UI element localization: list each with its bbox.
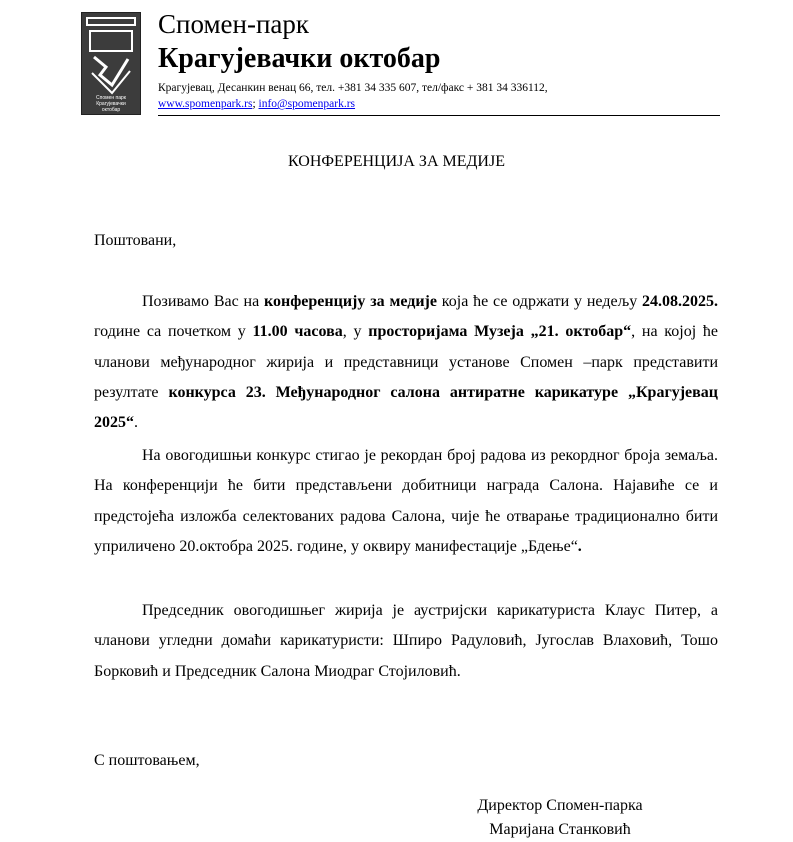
p1-bold-date: 24.08.2025. <box>642 293 719 310</box>
p1-text-5: , на којој ће чланови међународног жирија и представници установе Спомен –парк представити резултате <box>94 323 719 401</box>
link-separator: ; <box>252 98 256 110</box>
organization-logo <box>81 12 141 115</box>
p1-text-1: Позивамо Вас на <box>142 293 264 310</box>
signature-block <box>440 794 680 842</box>
paragraph-contest-info <box>94 441 718 562</box>
paragraph-jury: Председник овогодишњег жирија је аустријски карикатуриста Клаус Питер, а чланови угледни домаћи карикатуристи: Шпиро Радуловић, Југослав Влаховић, Тошо Борковић и Председник Салона Миодраг Стојиловић. <box>94 602 718 680</box>
p1-bold-contest: конкурса 23. Међународног салона антиратне карикатуре „Крагујевац 2025“ <box>94 383 719 432</box>
organization-name-line2: Крагујевачки октобар <box>158 43 441 74</box>
header-divider <box>158 115 720 116</box>
logo-text-3: октобар <box>101 107 121 113</box>
logo-text-1: Спомен парк <box>96 95 126 101</box>
p1-bold-conference: конференцију за медије <box>264 293 437 310</box>
p1-text-3: године са почетком у <box>94 323 253 341</box>
logo-emblem-icon <box>86 17 136 93</box>
p2-text: На овогодишњи конкурс стигао је рекордан број радова из рекордног броја земаља. На конференцији ће бити представљени добитници награда Салона. Најавиће се и предстојећа изложба селектованих радова Салона, чије ће отварање традиционално бити уприличено 20.октобра 2025. године, у оквиру манифестације „Бдење“ <box>94 447 718 555</box>
organization-name-line1: Спомен-парк <box>158 9 310 39</box>
closing-salutation: С поштовањем, <box>94 752 200 769</box>
organization-address: Крагујевац, Десанкин венац 66, тел. +381 34 335 607, тел/факс + 381 34 336112, <box>158 82 548 94</box>
contact-links <box>158 97 355 112</box>
document-heading: КОНФЕРЕНЦИЈА ЗА МЕДИЈЕ <box>288 153 505 170</box>
p1-bold-time: 11.00 часова <box>252 323 343 341</box>
p1-text-4: , у <box>342 323 369 341</box>
logo-text-2: Крагујевачки <box>96 101 126 107</box>
signature-name: Маријана Станковић <box>489 821 631 838</box>
email-link[interactable]: info@spomenpark.rs <box>258 98 356 110</box>
p1-bold-venue: просторијама Музеја „21. октобар“ <box>368 323 632 341</box>
p2-bold-period: . <box>577 537 582 555</box>
signature-title: Директор Спомен-парка <box>477 797 643 814</box>
paragraph-invitation <box>94 287 718 438</box>
p1-text-2: која ће се одржати у недељу <box>436 293 643 310</box>
greeting: Поштовани, <box>94 232 177 249</box>
website-link[interactable]: www.spomenpark.rs <box>158 98 253 110</box>
p1-text-6: . <box>134 414 138 432</box>
